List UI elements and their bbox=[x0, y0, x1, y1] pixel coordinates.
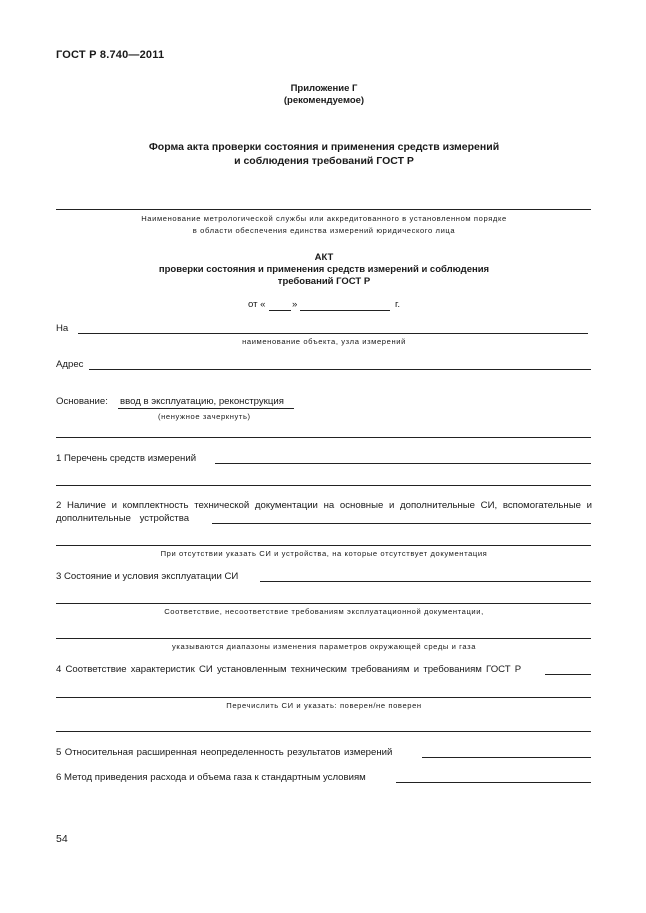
blank-line-2 bbox=[56, 485, 591, 486]
item-1-line bbox=[215, 463, 591, 464]
item-3-caption-1: Соответствие, несоответствие требованиям эксплуатационной документации, bbox=[164, 607, 484, 616]
blank-line-6 bbox=[56, 697, 591, 698]
page-number: 54 bbox=[56, 833, 68, 845]
item-4-line bbox=[545, 674, 591, 675]
blank-line-7 bbox=[56, 731, 591, 732]
standard-number: ГОСТ Р 8.740—2011 bbox=[56, 49, 165, 61]
blank-line-4 bbox=[56, 603, 591, 604]
item-3-line bbox=[260, 581, 591, 582]
item-2-line1: 2 Наличие и комплектность технической документации на основные и дополнительные СИ, вспомогательные и bbox=[56, 500, 592, 511]
org-caption-2: в области обеспечения единства измерений юридического лица bbox=[192, 226, 456, 235]
item-1-label: 1 Перечень средств измерений bbox=[56, 453, 197, 464]
org-name-line bbox=[56, 209, 591, 210]
form-title-line2: и соблюдения требований ГОСТ Р bbox=[234, 155, 414, 167]
appendix-title: Приложение Г bbox=[290, 83, 358, 94]
item-5-label: 5 Относительная расширенная неопределенность результатов измерений bbox=[56, 747, 393, 758]
date-suffix: г. bbox=[395, 299, 400, 310]
act-title: АКТ bbox=[314, 252, 334, 263]
date-prefix: от « bbox=[248, 299, 266, 310]
act-subtitle-line2: требований ГОСТ Р bbox=[277, 276, 371, 287]
item-4-label: 4 Соответствие характеристик СИ установленным техническим требованиям и требованиям ГОСТ Р bbox=[56, 664, 522, 675]
date-day-blank bbox=[269, 310, 291, 311]
item-3-caption-2: указываются диапазоны изменения параметров окружающей среды и газа bbox=[171, 642, 477, 651]
address-line bbox=[89, 369, 591, 370]
form-title-line1: Форма акта проверки состояния и применения средств измерений bbox=[148, 141, 500, 153]
address-label: Адрес bbox=[56, 359, 84, 370]
item-6-label: 6 Метод приведения расхода и объема газа к стандартным условиям bbox=[56, 772, 366, 783]
org-caption-1: Наименование метрологической службы или аккредитованного в установленном порядке bbox=[141, 214, 507, 223]
basis-caption: (ненужное зачеркнуть) bbox=[158, 412, 251, 421]
blank-line-1 bbox=[56, 437, 591, 438]
na-caption: наименование объекта, узла измерений bbox=[242, 337, 406, 346]
item-2-line bbox=[212, 523, 591, 524]
basis-underline bbox=[118, 408, 294, 409]
item-4-caption: Перечислить СИ и указать: поверен/не поверен bbox=[226, 701, 422, 710]
na-line bbox=[78, 333, 588, 334]
basis-label: Основание: bbox=[56, 396, 108, 407]
act-subtitle-line1: проверки состояния и применения средств измерений и соблюдения bbox=[158, 264, 490, 275]
na-label: На bbox=[56, 323, 69, 334]
blank-line-5 bbox=[56, 638, 591, 639]
item-3-label: 3 Состояние и условия эксплуатации СИ bbox=[56, 571, 239, 582]
item-6-line bbox=[396, 782, 591, 783]
date-mid: » bbox=[292, 299, 298, 310]
basis-value: ввод в эксплуатацию, реконструкция bbox=[120, 396, 284, 407]
blank-line-3 bbox=[56, 545, 591, 546]
item-2-caption: При отсутствии указать СИ и устройства, на которые отсутствует документация bbox=[160, 549, 488, 558]
item-5-line bbox=[422, 757, 591, 758]
item-2-line2: дополнительные устройства bbox=[56, 513, 190, 524]
date-month-year-blank bbox=[300, 310, 390, 311]
appendix-status: (рекомендуемое) bbox=[283, 95, 365, 106]
